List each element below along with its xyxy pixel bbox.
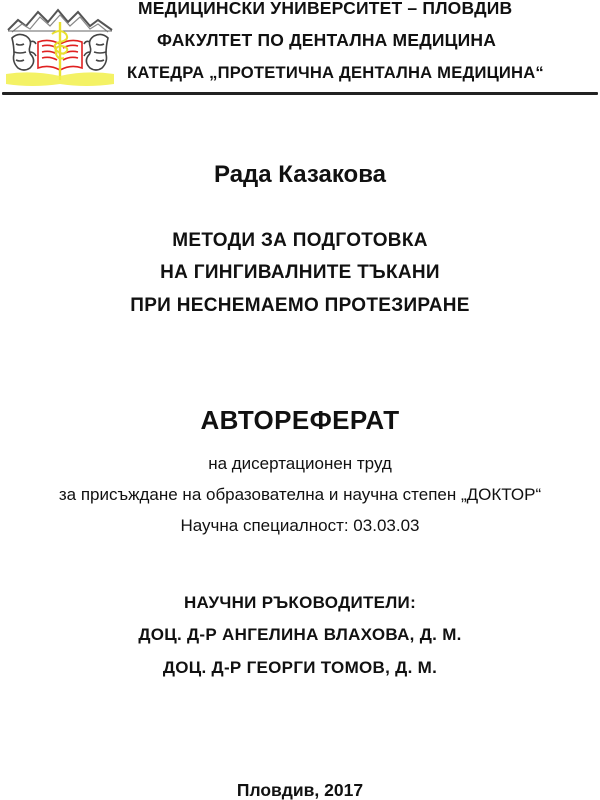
subtitle-line: за присъждане на образователна и научна степен „ДОКТОР“ xyxy=(58,485,542,504)
supervisors-heading: НАУЧНИ РЪКОВОДИТЕЛИ: xyxy=(183,593,417,612)
subtitle-line: на дисертационен труд xyxy=(208,454,392,473)
title-line: МЕТОДИ ЗА ПОДГОТОВКА xyxy=(172,230,428,251)
specialty-line: Научна специалност: 03.03.03 xyxy=(180,516,420,535)
supervisor-name: ДОЦ. Д-Р ГЕОРГИ ТОМОВ, Д. М. xyxy=(162,658,438,677)
document-type-heading: АВТОРЕФЕРАТ xyxy=(200,405,400,435)
supervisor-name: ДОЦ. Д-Р АНГЕЛИНА ВЛАХОВА, Д. М. xyxy=(138,625,462,644)
title-line: НА ГИНГИВАЛНИТЕ ТЪКАНИ xyxy=(160,262,440,283)
university-emblem-icon xyxy=(4,4,116,88)
faculty-name: ФАКУЛТЕТ ПО ДЕНТАЛНА МЕДИЦИНА xyxy=(157,30,497,50)
department-name: КАТЕДРА „ПРОТЕТИЧНА ДЕНТАЛНА МЕДИЦИНА“ xyxy=(127,63,544,82)
title-line: ПРИ НЕСНЕМАЕМО ПРОТЕЗИРАНЕ xyxy=(130,295,470,316)
university-name: МЕДИЦИНСКИ УНИВЕРСИТЕТ – ПЛОВДИВ xyxy=(138,0,513,18)
author-name: Рада Казакова xyxy=(214,161,386,188)
place-and-year: Пловдив, 2017 xyxy=(236,780,364,800)
header-divider xyxy=(2,92,598,95)
